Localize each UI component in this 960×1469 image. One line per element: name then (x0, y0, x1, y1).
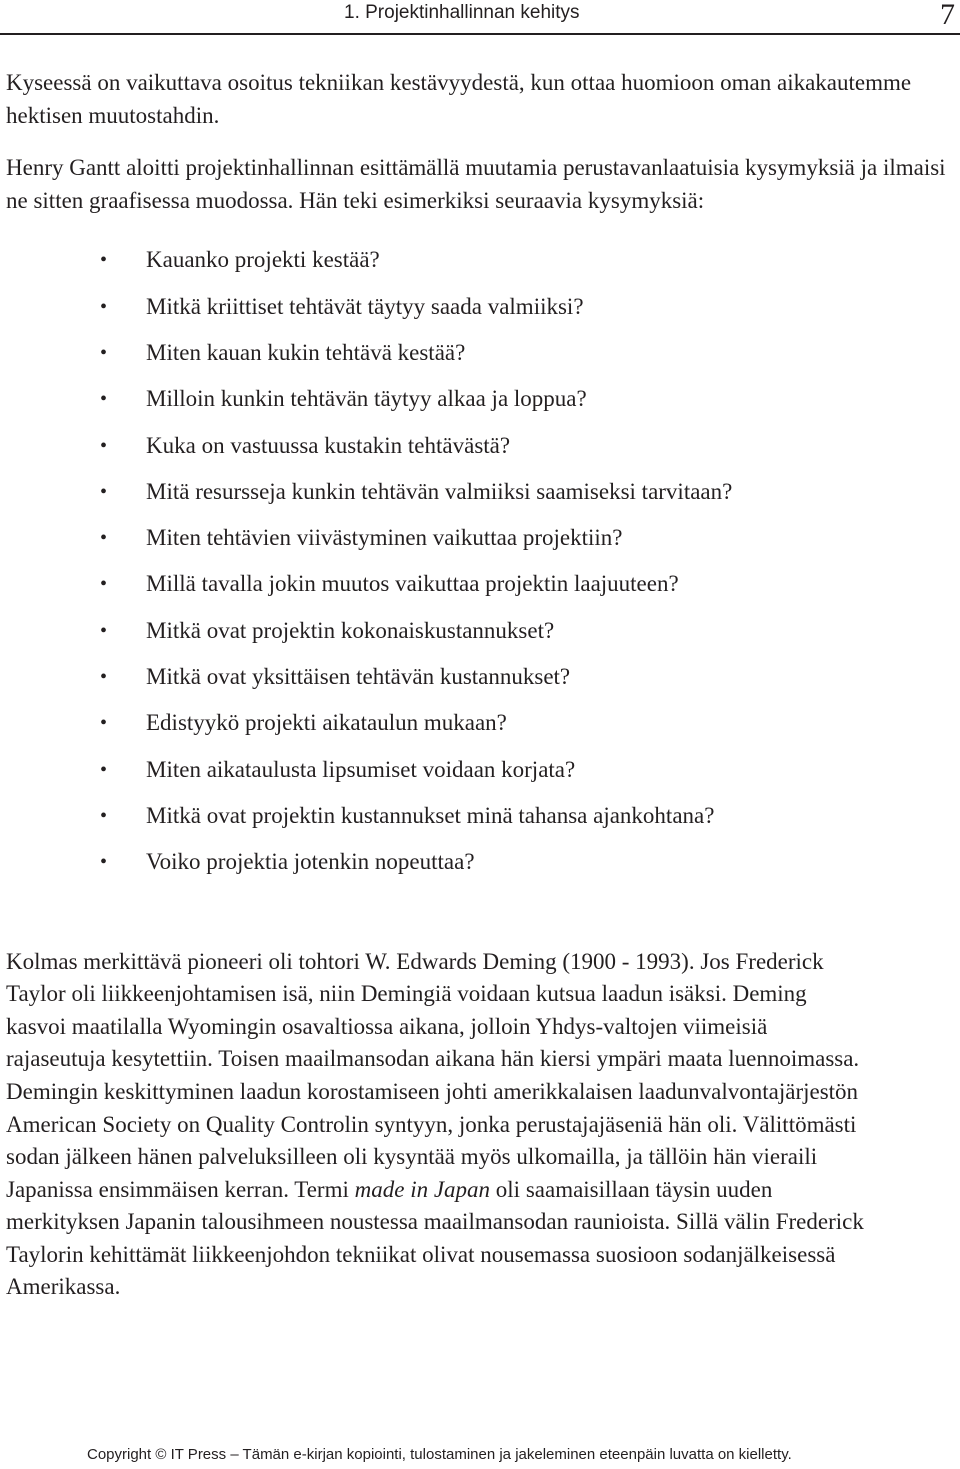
list-item (6, 839, 956, 885)
list-item (6, 284, 956, 330)
list-item (6, 561, 956, 607)
bullet-icon: • (100, 388, 108, 411)
question-text: Voiko projektia jotenkin nopeuttaa? (146, 849, 475, 875)
question-text: Millä tavalla jokin muutos vaikuttaa projektin laajuuteen? (146, 571, 679, 597)
list-item (6, 330, 956, 376)
bullet-icon: • (100, 619, 108, 642)
list-item (6, 376, 956, 422)
question-text: Kauanko projekti kestää? (146, 247, 380, 273)
paragraph-deming (6, 946, 866, 1305)
bullet-icon: • (100, 804, 108, 827)
page-number: 7 (940, 0, 955, 31)
question-text: Mitkä ovat projektin kustannukset minä tahansa ajankohtana? (146, 802, 715, 828)
bullet-icon: • (100, 527, 108, 550)
list-item (6, 423, 956, 469)
page-header (0, 0, 960, 34)
bullet-icon: • (100, 758, 108, 781)
bullet-icon: • (100, 666, 108, 689)
question-text: Milloin kunkin tehtävän täytyy alkaa ja loppua? (146, 386, 587, 412)
page-body (6, 67, 956, 1304)
list-item (6, 469, 956, 515)
question-text: Miten aikataulusta lipsumiset voidaan korjata? (146, 756, 576, 782)
list-item (6, 747, 956, 793)
deming-text-after: oli saamaisillaan täysin uuden merkityksen Japanin talousihmeen noustessa maailmansodan raunioista. Sillä välin Frederick Taylorin kehittämät liikkeenjohdon tekniikat olivat nousemassa suosioon sodanjälkeisessä Amerikassa. (6, 1176, 864, 1300)
bullet-icon: • (100, 480, 108, 503)
list-item (6, 237, 956, 283)
question-text: Edistyykö projekti aikataulun mukaan? (146, 710, 507, 736)
question-list (6, 237, 956, 885)
copyright-footer: Copyright © IT Press – Tämän e-kirjan kopiointi, tulostaminen ja jakeleminen eteenpäin luvatta on kielletty. (87, 1446, 792, 1463)
bullet-icon: • (100, 249, 108, 272)
bullet-icon: • (100, 573, 108, 596)
bullet-icon: • (100, 851, 108, 874)
bullet-icon: • (100, 712, 108, 735)
question-text: Mitä resursseja kunkin tehtävän valmiiksi saamiseksi tarvitaan? (146, 478, 733, 504)
question-text: Mitkä kriittiset tehtävät täytyy saada valmiiksi? (146, 293, 584, 319)
bullet-icon: • (100, 341, 108, 364)
question-text: Miten tehtävien viivästyminen vaikuttaa projektiin? (146, 525, 623, 551)
question-text: Mitkä ovat yksittäisen tehtävän kustannukset? (146, 664, 571, 690)
paragraph-gantt: Henry Gantt aloitti projektinhallinnan esittämällä muutamia perustavanlaatuisia kysymyksiä ja ilmaisi ne sitten graafisessa muodossa. Hän teki esimerkiksi seuraavia kysymyksiä: (6, 155, 946, 213)
list-item (6, 793, 956, 839)
list-item (6, 654, 956, 700)
list-item (6, 515, 956, 561)
question-text: Miten kauan kukin tehtävä kestää? (146, 339, 466, 365)
question-text: Mitkä ovat projektin kokonaiskustannukset? (146, 617, 555, 643)
deming-text-before: Kolmas merkittävä pioneeri oli tohtori W. Edwards Deming (1900 - 1993). Jos Frederick Taylor oli liikkeenjohtamisen isä, niin Demingiä voidaan kutsua laadun isäksi. Deming kasvoi maatilalla Wyomingin osavaltiossa aikana, jolloin Yhdys-valtojen viimeisiä rajaseutuja kesytettiin. Toisen maailmansodan aikana hän kiersi ympäri maata luennoimassa. Demingin keskittyminen laadun korostamiseen johti amerikkalaisen laadunvalvontajärjestön American Society on Quality Controlin syntyyn, jonka perustajajäseniä hän oli. Välittömästi sodan jälkeen hänen palveluksilleen oli kysyntää myös ulkomailla, ja tällöin hän vieraili Japanissa ensimmäisen kerran. Termi (6, 948, 860, 1202)
question-text: Kuka on vastuussa kustakin tehtävästä? (146, 432, 511, 458)
deming-emphasis: made in Japan (354, 1176, 491, 1202)
header-rule (0, 33, 960, 35)
chapter-title: 1. Projektinhallinnan kehitys (344, 2, 580, 23)
paragraph-intro: Kyseessä on vaikuttava osoitus tekniikan kestävyydestä, kun ottaa huomioon oman aikakautemme hektisen muutostahdin. (6, 70, 912, 128)
list-item (6, 700, 956, 746)
bullet-icon: • (100, 295, 108, 318)
list-item (6, 608, 956, 654)
bullet-icon: • (100, 434, 108, 457)
